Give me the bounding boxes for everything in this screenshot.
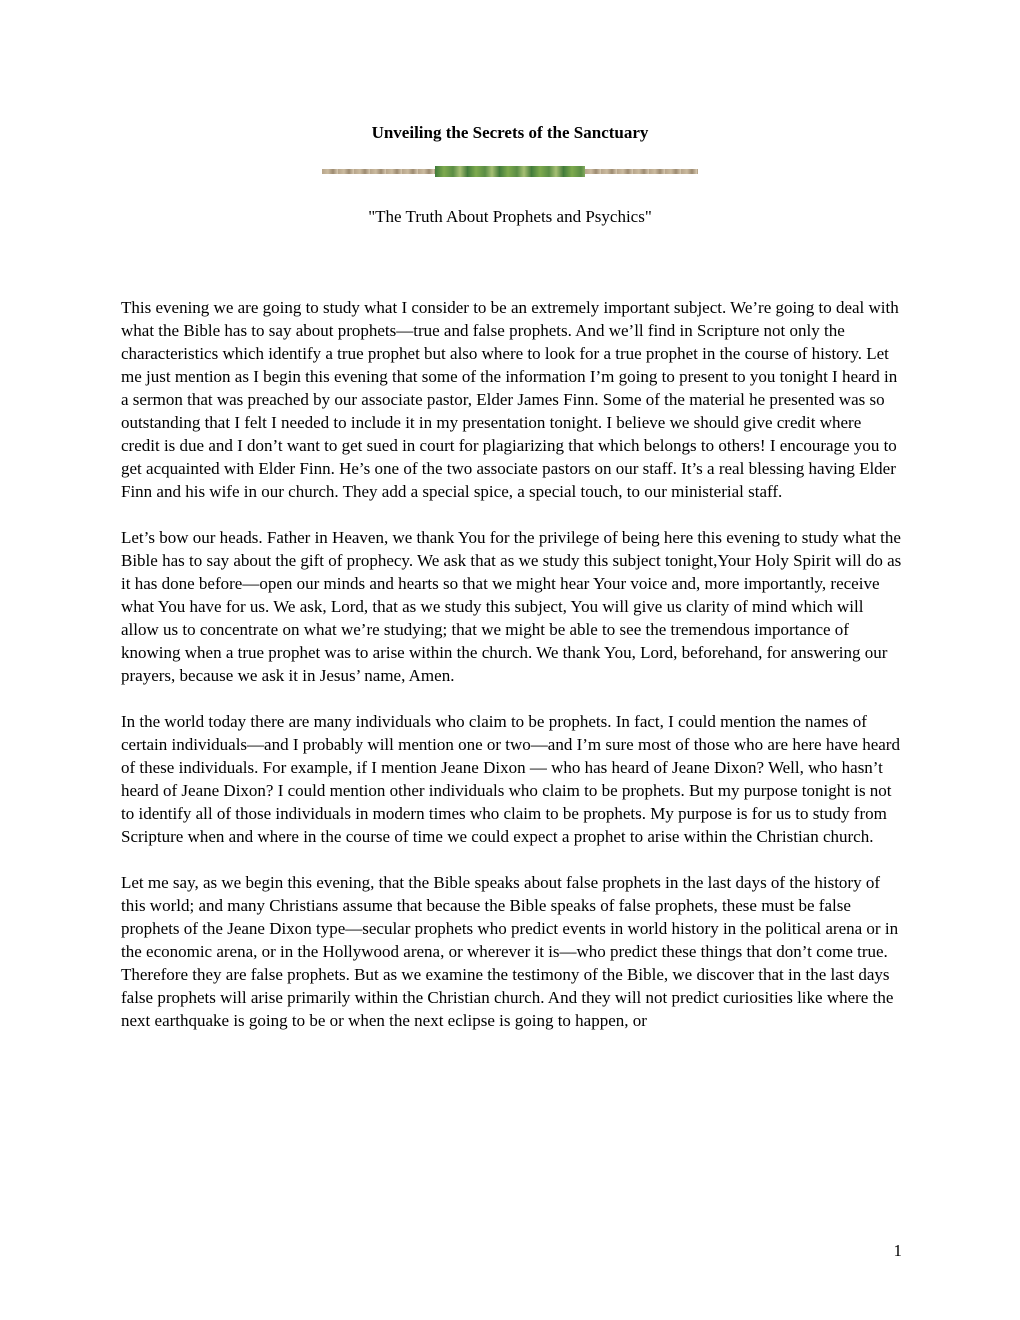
paragraph-modern-prophets: In the world today there are many individuals who claim to be prophets. In fact, I could mention the names of certain individuals—and I probably will mention one or two—and I’m sure most of those who are here have heard of these individuals. For example, if I mention Jeane Dixon — who has heard of Jeane Dixon? Well, who hasn’t heard of Jeane Dixon? I could mention other individuals who claim to be prophets. But my purpose tonight is not to identify all of those individuals in modern times who claim to be prophets. My purpose is for us to study from Scripture when and where in the course of time we could expect a prophet to arise within the Christian church. — [121, 712, 900, 846]
paragraph-false-prophets: Let me say, as we begin this evening, that the Bible speaks about false prophets in the last days of the history of this world; and many Christians assume that because the Bible speaks of false prophets, these must be false prophets of the Jeane Dixon type—secular prophets who predict events in world history in the political arena or in the economic arena, or in the Hollywood arena, or wherever it is—who predict these things that don’t come true. Therefore they are false prophets. But as we examine the testimony of the Bible, we discover that in the last days false prophets will arise primarily within the Christian church. And they will not predict curiosities like where the next earthquake is going to be or when the next eclipse is going to happen, or — [121, 873, 899, 1030]
body-text — [121, 296, 903, 1055]
divider-foliage-image — [435, 166, 585, 177]
document-subtitle: "The Truth About Prophets and Psychics" — [368, 207, 652, 226]
paragraph-prayer: Let’s bow our heads. Father in Heaven, we thank You for the privilege of being here this evening to study what the Bible has to say about the gift of prophecy. We ask that as we study this subject tonight,Your Holy Spirit will do as it has done before—open our minds and hearts so that we might hear Your voice and, more importantly, receive what You have for us. We ask, Lord, that as we study this subject, You will give us clarity of mind which will allow us to concentrate on what we’re studying; that we might be able to see the tremendous importance of knowing when a true prophet was to arise within the church. We thank You, Lord, beforehand, for answering our prayers, because we ask it in Jesus’ name, Amen. — [121, 528, 902, 685]
paragraph-intro: This evening we are going to study what I consider to be an extremely important subject. We’re going to deal with what the Bible has to say about prophets—true and false prophets. And we’ll find in Scripture not only the characteristics which identify a true prophet but also where to look for a true prophet in the course of history. Let me just mention as I begin this evening that some of the information I’m going to present to you tonight I heard in a sermon that was preached by our associate pastor, Elder James Finn. Some of the material he presented was so outstanding that I felt I needed to include it in my presentation tonight. I believe we should give credit where credit is due and I don’t want to get sued in court for plagiarizing that which belongs to others! I encourage you to get acquainted with Elder Finn. He’s one of the two associate pastors on our staff. It’s a real blessing having Elder Finn and his wife in our church. They add a special spice, a special touch, to our ministerial staff. — [121, 298, 899, 501]
page-number: 1 — [893, 1241, 902, 1260]
divider-right-segment — [585, 169, 698, 174]
decorative-divider — [322, 166, 698, 177]
document-title: Unveiling the Secrets of the Sanctuary — [371, 123, 649, 142]
divider-left-segment — [322, 169, 435, 174]
